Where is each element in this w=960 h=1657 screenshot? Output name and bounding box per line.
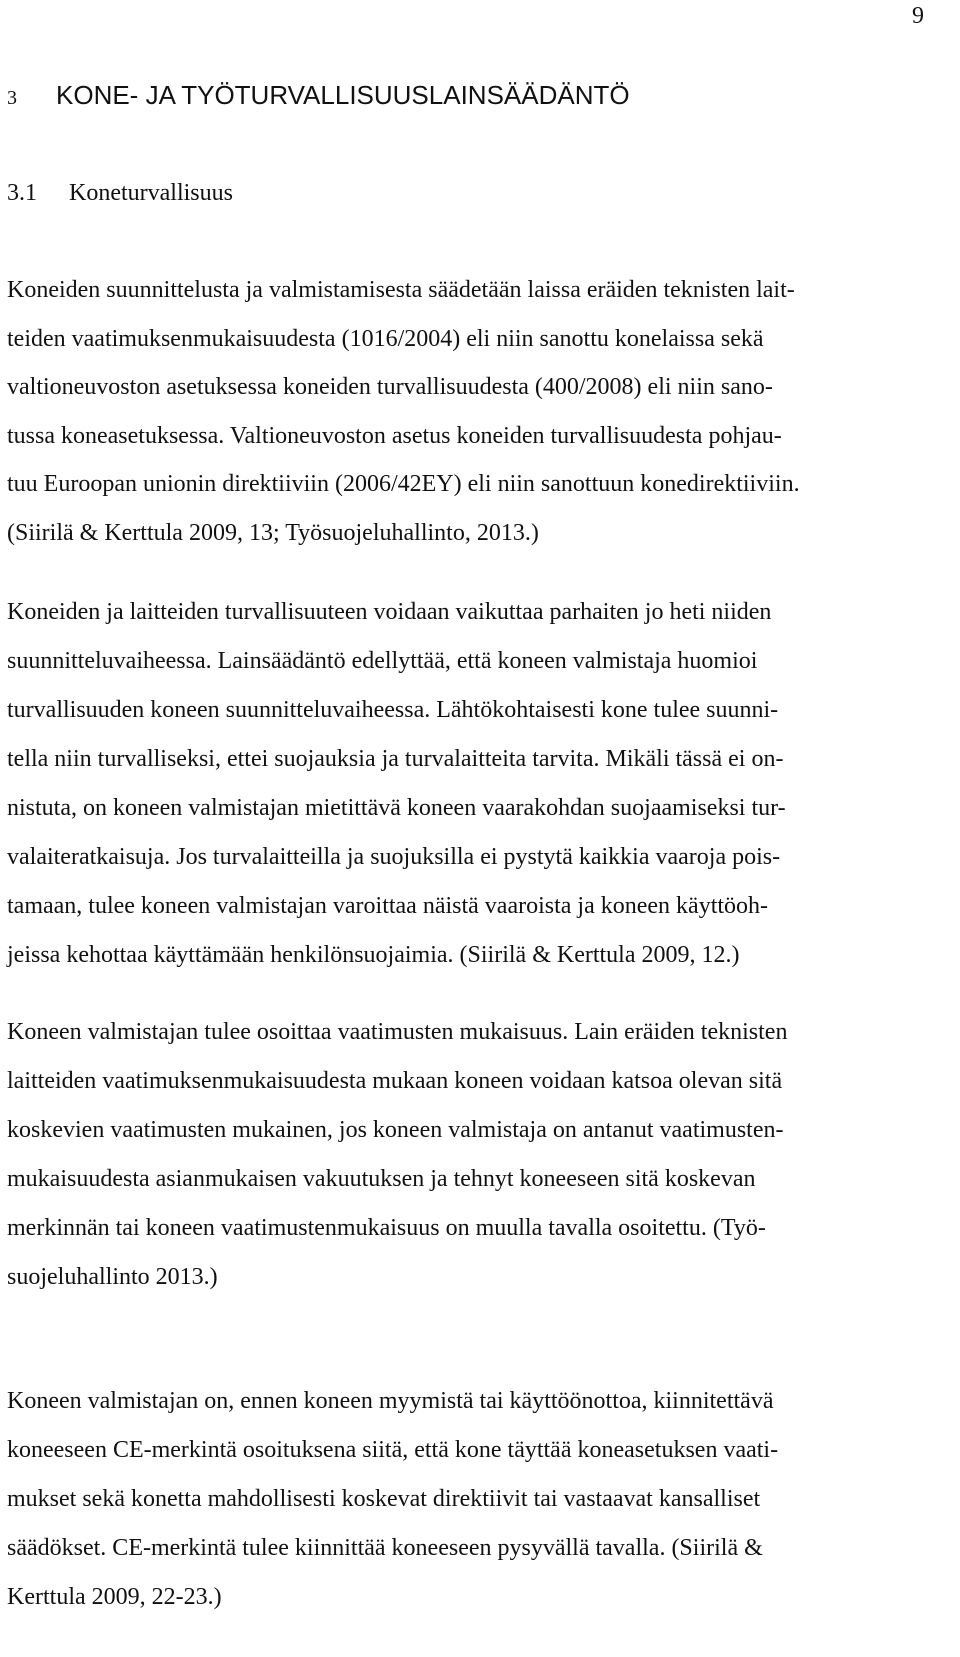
paragraph-line: laitteiden vaatimuksenmukaisuudesta mukaan koneen voidaan katsoa olevan sitä <box>7 1068 783 1094</box>
paragraph-line: turvallisuuden koneen suunnitteluvaiheessa. Lähtökohtaisesti kone tulee suunni- <box>7 697 779 723</box>
paragraph-line: suojeluhallinto 2013.) <box>7 1264 218 1290</box>
paragraph-line: tussa koneasetuksessa. Valtioneuvoston asetus koneiden turvallisuudesta pohjau- <box>7 422 782 449</box>
paragraph-1 <box>7 266 907 557</box>
paragraph-4 <box>7 1377 907 1622</box>
paragraph-line: (Siirilä & Kerttula 2009, 13; Työsuojeluhallinto, 2013.) <box>7 519 539 546</box>
paragraph-line: Koneen valmistajan tulee osoittaa vaatimusten mukaisuus. Lain eräiden teknisten <box>7 1019 788 1045</box>
paragraph-line: tamaan, tulee koneen valmistajan varoittaa näistä vaaroista ja koneen käyttöoh- <box>7 893 769 919</box>
paragraph-line: Koneiden suunnittelusta ja valmistamisesta säädetään laissa eräiden teknisten lait- <box>7 277 795 303</box>
paragraph-line: Koneiden ja laitteiden turvallisuuteen voidaan vaikuttaa parhaiten jo heti niiden <box>7 599 772 625</box>
paragraph-line: tuu Euroopan unionin direktiiviin (2006/42EY) eli niin sanottuun konedirektiiviin. <box>7 471 800 497</box>
paragraph-line: mukaisuudesta asianmukaisen vakuutuksen ja tehnyt koneeseen sitä koskevan <box>7 1166 756 1192</box>
paragraph-line: Kerttula 2009, 22-23.) <box>7 1584 222 1610</box>
paragraph-3 <box>7 1008 907 1302</box>
paragraph-line: valtioneuvoston asetuksessa koneiden turvallisuudesta (400/2008) eli niin sano- <box>7 374 773 400</box>
section-heading <box>7 175 233 211</box>
paragraph-line: Koneen valmistajan on, ennen koneen myymistä tai käyttöönottoa, kiinnitettävä <box>7 1388 774 1414</box>
section-number: 3.1 <box>7 180 37 206</box>
paragraph-line: teiden vaatimuksenmukaisuudesta (1016/2004) eli niin sanottu konelaissa sekä <box>7 325 764 352</box>
paragraph-line: koneeseen CE-merkintä osoituksena siitä, että kone täyttää koneasetuksen vaati- <box>7 1437 779 1463</box>
paragraph-line: mukset sekä konetta mahdollisesti koskevat direktiivit tai vastaavat kansalliset <box>7 1486 761 1512</box>
paragraph-line: jeissa kehottaa käyttämään henkilönsuojaimia. (Siirilä & Kerttula 2009, 12.) <box>7 942 740 968</box>
paragraph-line: tella niin turvalliseksi, ettei suojauksia ja turvalaitteita tarvita. Mikäli tässä ei on- <box>7 746 784 772</box>
chapter-heading <box>7 77 630 116</box>
paragraph-line: säädökset. CE-merkintä tulee kiinnittää koneeseen pysyvällä tavalla. (Siirilä & <box>7 1535 763 1561</box>
paragraph-2 <box>7 588 907 980</box>
chapter-number: 3 <box>7 87 17 109</box>
paragraph-line: koskevien vaatimusten mukainen, jos koneen valmistaja on antanut vaatimusten- <box>7 1117 784 1143</box>
paragraph-line: merkinnän tai koneen vaatimustenmukaisuus on muulla tavalla osoitettu. (Työ- <box>7 1215 766 1241</box>
page-number: 9 <box>912 3 924 29</box>
paragraph-line: suunnitteluvaiheessa. Lainsäädäntö edellyttää, että koneen valmistaja huomioi <box>7 648 758 674</box>
paragraph-line: nistuta, on koneen valmistajan mietittävä koneen vaarakohdan suojaamiseksi tur- <box>7 795 786 821</box>
chapter-title: KONE- JA TYÖTURVALLISUUSLAINSÄÄDÄNTÖ <box>56 80 630 110</box>
section-title: Koneturvallisuus <box>69 180 233 206</box>
paragraph-line: valaiteratkaisuja. Jos turvalaitteilla ja suojuksilla ei pystytä kaikkia vaaroja pois- <box>7 844 781 870</box>
